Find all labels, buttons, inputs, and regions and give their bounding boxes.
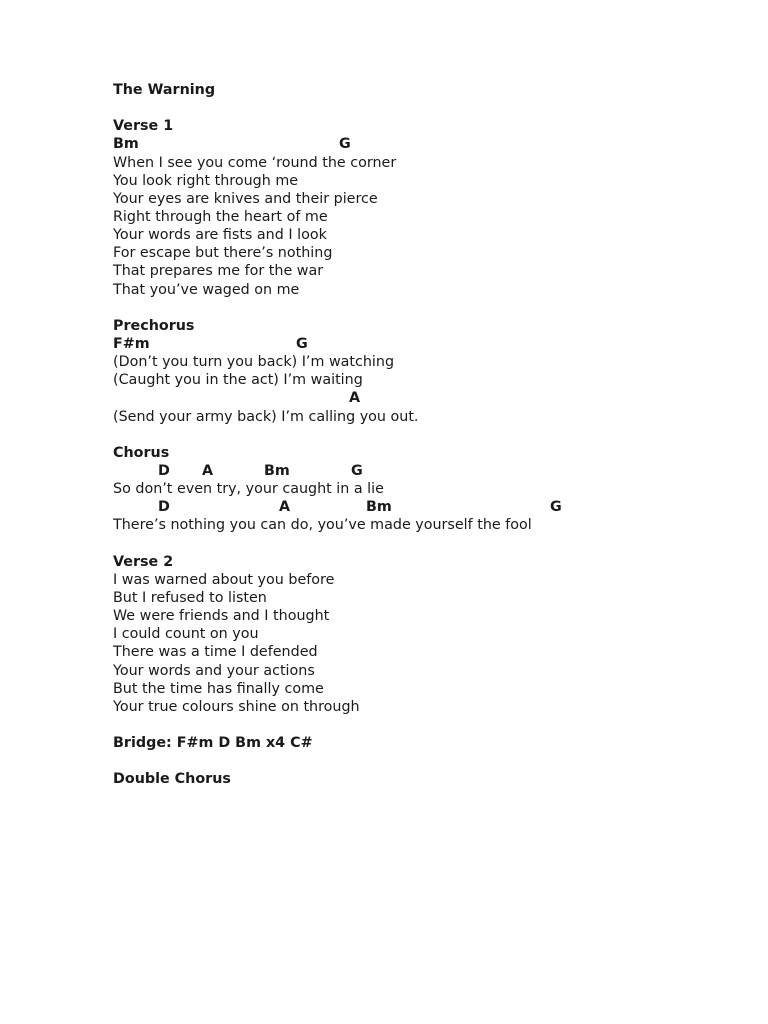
lyric-line: (Don’t you turn you back) I’m watching	[113, 354, 395, 371]
lyrics-sheet	[113, 81, 733, 788]
chord: Bm	[113, 136, 139, 153]
lyric-line: But I refused to listen	[113, 589, 267, 606]
chord: G	[351, 462, 363, 479]
double-chorus-heading: Double Chorus	[113, 771, 231, 788]
lyric-line: So don’t even try, your caught in a lie	[113, 481, 384, 498]
chord: G	[339, 136, 351, 153]
lyric-line: We were friends and I thought	[113, 608, 330, 625]
lyric-line: You look right through me	[113, 172, 299, 189]
chord: G	[296, 335, 308, 352]
chord: A	[349, 390, 361, 407]
chord: D	[158, 499, 170, 516]
lyric-line: But the time has finally come	[113, 680, 324, 697]
chord: D	[158, 462, 170, 479]
spacer	[113, 535, 733, 553]
lyric-line: Your words and your actions	[113, 662, 315, 679]
chord: F#m	[113, 335, 150, 352]
verse2-heading: Verse 2	[113, 553, 174, 570]
lyric-line: (Caught you in the act) I’m waiting	[113, 372, 363, 389]
prechorus-heading: Prechorus	[113, 317, 195, 334]
prechorus-chord-row	[113, 389, 733, 407]
lyric-line: That you’ve waged on me	[113, 281, 300, 298]
spacer	[113, 299, 733, 317]
verse1-heading: Verse 1	[113, 118, 174, 135]
spacer	[113, 716, 733, 734]
lyric-line: That prepares me for the war	[113, 263, 324, 280]
lyric-line: (Send your army back) I’m calling you out.	[113, 408, 419, 425]
lyric-line: I was warned about you before	[113, 571, 335, 588]
chord: Bm	[366, 499, 392, 516]
lyric-line: When I see you come ‘round the corner	[113, 154, 397, 171]
lyric-line: Your eyes are knives and their pierce	[113, 190, 378, 207]
chorus-heading: Chorus	[113, 444, 170, 461]
chorus-chord-row	[113, 498, 733, 516]
chord: A	[202, 462, 214, 479]
lyric-line: Right through the heart of me	[113, 208, 328, 225]
bridge-heading: Bridge: F#m D Bm x4 C#	[113, 735, 313, 752]
chorus-chord-row	[113, 462, 733, 480]
verse1-chord-row	[113, 135, 733, 153]
lyric-line: There was a time I defended	[113, 644, 318, 661]
spacer	[113, 99, 733, 117]
spacer	[113, 752, 733, 770]
chord: A	[279, 499, 291, 516]
chord: G	[550, 499, 562, 516]
chord: Bm	[264, 462, 290, 479]
lyric-line: Your words are fists and I look	[113, 227, 327, 244]
spacer	[113, 426, 733, 444]
lyric-line: Your true colours shine on through	[113, 698, 360, 715]
prechorus-chord-row	[113, 335, 733, 353]
song-title: The Warning	[113, 82, 216, 98]
lyric-line: For escape but there’s nothing	[113, 245, 333, 262]
lyric-line: There’s nothing you can do, you’ve made yourself the fool	[113, 517, 532, 534]
lyric-line: I could count on you	[113, 626, 259, 643]
